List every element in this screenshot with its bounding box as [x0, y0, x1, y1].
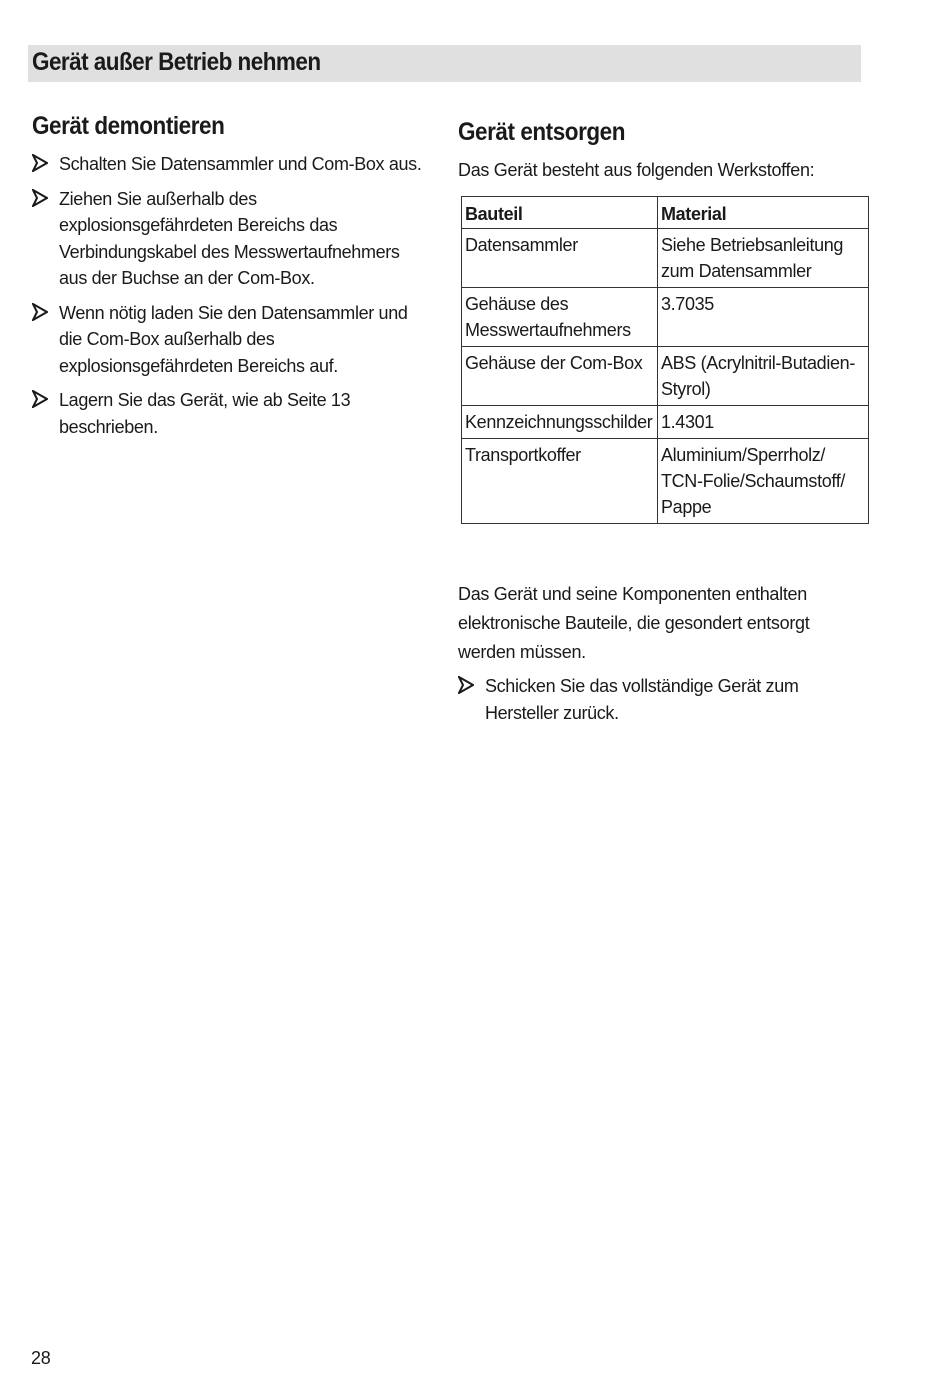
dismantle-step-1: Schalten Sie Datensammler und Com-Box aus.	[59, 154, 422, 174]
arrow-bullet-icon	[32, 303, 48, 321]
dismantle-step-2: Ziehen Sie außerhalb des explosionsgefährdeten Bereichs das Verbindungskabel des Messwertaufnehmers aus der Buchse an der Com-Box.	[59, 188, 400, 288]
table-row	[462, 229, 869, 288]
table-cell: Kennzeichnungsschilder	[462, 406, 658, 439]
arrow-bullet-icon	[32, 390, 48, 408]
disposal-column	[458, 118, 888, 734]
disposal-steps-list	[458, 673, 828, 726]
list-item	[32, 151, 432, 178]
table-cell: Gehäuse des Messwertaufnehmers	[462, 288, 658, 347]
disposal-step-1: Schicken Sie das vollständige Gerät zum Hersteller zurück.	[485, 676, 799, 723]
dismantle-step-4: Lagern Sie das Gerät, wie ab Seite 13 beschrieben.	[59, 390, 351, 437]
section-header-bar	[28, 45, 861, 82]
dismantle-steps-list	[32, 151, 432, 440]
table-cell: 1.4301	[658, 406, 869, 439]
list-item	[32, 186, 432, 292]
table-header-row	[462, 197, 869, 229]
arrow-bullet-icon	[458, 676, 474, 694]
dismantle-heading: Gerät demontieren	[32, 112, 225, 140]
list-item	[32, 300, 432, 380]
table-cell: Siehe Betriebsanleitung zum Datensammler	[658, 229, 869, 288]
page-number: 28	[31, 1348, 51, 1368]
header-bauteil: Bauteil	[462, 197, 658, 229]
table-row	[462, 406, 869, 439]
list-item	[32, 387, 432, 440]
table-cell: Transportkoffer	[462, 439, 658, 524]
table-cell: Datensammler	[462, 229, 658, 288]
table-row	[462, 439, 869, 524]
header-material: Material	[658, 197, 869, 229]
table-cell: Gehäuse der Com-Box	[462, 347, 658, 406]
list-item	[458, 673, 828, 726]
dismantle-column	[32, 112, 432, 448]
materials-table	[461, 196, 869, 524]
table-row	[462, 288, 869, 347]
table-cell: 3.7035	[658, 288, 869, 347]
arrow-bullet-icon	[32, 189, 48, 207]
table-row	[462, 347, 869, 406]
disposal-heading: Gerät entsorgen	[458, 118, 626, 146]
disposal-intro: Das Gerät besteht aus folgenden Werkstoffen:	[458, 160, 815, 180]
section-title: Gerät außer Betrieb nehmen	[32, 48, 321, 76]
disposal-note: Das Gerät und seine Komponenten enthalten elektronische Bauteile, die gesondert entsorgt werden müssen.	[458, 584, 810, 662]
arrow-bullet-icon	[32, 154, 48, 172]
table-cell: ABS (Acrylnitril-Butadien-Styrol)	[658, 347, 869, 406]
table-cell: Aluminium/Sperrholz/ TCN-Folie/Schaumstoff/ Pappe	[658, 439, 869, 524]
dismantle-step-3: Wenn nötig laden Sie den Datensammler und die Com-Box außerhalb des explosionsgefährdeten Bereichs auf.	[59, 302, 408, 376]
